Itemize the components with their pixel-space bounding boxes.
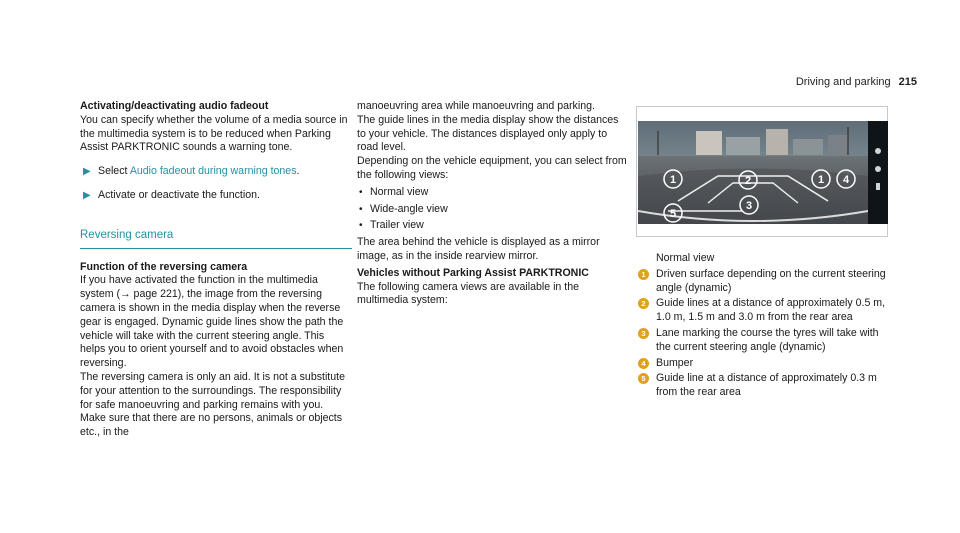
bullet-icon: • <box>359 186 363 198</box>
list-item: • Normal view <box>359 185 429 198</box>
legend-number-badge: 1 <box>638 269 649 280</box>
mirror-paragraph: The area behind the vehicle is displayed as a mirror image, as in the inside rearview mirror. <box>357 236 600 262</box>
views-intro-paragraph: Depending on the vehicle equipment, you can select from the following views: <box>357 155 627 181</box>
function-body: If you have activated the function in the multimedia system (→ page 221), the image from the reversing camera is shown in the media display when the reverse gear is engaged. Dynamic guide lines show the path the vehicle will take with the current steering angle. This helps you to orient yourself and to avoid obstacles when reversing. <box>80 274 344 370</box>
audio-fadeout-heading: Activating/deactivating audio fadeout <box>80 100 269 112</box>
audio-fadeout-menu-link[interactable]: Audio fadeout during warning tones <box>129 165 297 178</box>
legend-item: 2 Guide lines at a distance of approximately 0.5 m, 1.0 m, 1.5 m and 3.0 m from the rear area <box>636 297 888 325</box>
legend-number-badge: 5 <box>638 373 649 384</box>
list-item: • Trailer view <box>359 219 424 232</box>
aid-body: The reversing camera is only an aid. It is not a substitute for your attention to the surroundings. The responsibility for safe manoeuvring and parking remains with you. Make sure that there are no persons, animals or objects etc., in the <box>80 370 345 439</box>
figure-caption: Normal view <box>656 252 715 264</box>
legend-item: 3 Lane marking the course the tyres will take with the current steering angle (dynamic) <box>636 327 888 355</box>
legend-number-badge: 3 <box>638 328 649 339</box>
legend-number-badge: 2 <box>638 298 649 309</box>
column-3 <box>636 100 888 402</box>
views-list <box>357 186 627 233</box>
column-2 <box>357 100 627 308</box>
camera-display-image <box>638 121 888 224</box>
header-title: Driving and parking <box>795 76 891 88</box>
step-arrow-icon: ▶ <box>83 166 91 178</box>
without-parktronic-body: The following camera views are available in the multimedia system: <box>357 280 579 307</box>
svg-text:3: 3 <box>745 200 753 212</box>
column-1 <box>80 100 352 440</box>
section-title-reversing-camera: Reversing camera <box>80 229 352 249</box>
legend-item: 5 Guide line at a distance of approximately 0.3 m from the rear area <box>636 372 888 400</box>
page-header <box>796 76 917 90</box>
figure-legend <box>636 252 888 400</box>
camera-scene-illustration <box>638 121 888 224</box>
page-number: 215 <box>898 76 917 88</box>
list-item: • Wide-angle view <box>359 202 448 215</box>
camera-figure <box>636 106 888 237</box>
svg-text:1: 1 <box>669 174 677 186</box>
step2-text: Activate or deactivate the function. <box>98 188 260 201</box>
continued-paragraph: manoeuvring area while manoeuvring and parking. <box>357 100 595 112</box>
step-arrow-icon: ▶ <box>83 189 91 201</box>
step-select-audio-fadeout <box>80 165 352 179</box>
svg-text:1: 1 <box>817 174 825 186</box>
function-heading: Function of the reversing camera <box>80 260 248 273</box>
legend-item: 4 Bumper <box>636 357 888 371</box>
guide-lines-paragraph: The guide lines in the media display show the distances to your vehicle. The distances displayed only apply to road level. <box>357 113 619 154</box>
legend-number-badge: 4 <box>638 358 649 369</box>
step1-suffix: . <box>296 165 300 178</box>
svg-text:4: 4 <box>842 174 850 186</box>
bullet-icon: • <box>359 203 363 215</box>
without-parktronic-heading: Vehicles without Parking Assist PARKTRONIC <box>357 266 589 279</box>
legend-item: 1 Driven surface depending on the current steering angle (dynamic) <box>636 268 888 296</box>
audio-fadeout-body: You can specify whether the volume of a media source in the multimedia system is to be reduced when Parking Assist PARKTRONIC sounds a warning tone. <box>80 113 348 154</box>
step1-prefix: Select <box>98 165 130 178</box>
svg-text:2: 2 <box>744 175 752 187</box>
step-activate-deactivate <box>80 189 352 203</box>
svg-text:5: 5 <box>669 208 677 220</box>
bullet-icon: • <box>359 220 363 232</box>
